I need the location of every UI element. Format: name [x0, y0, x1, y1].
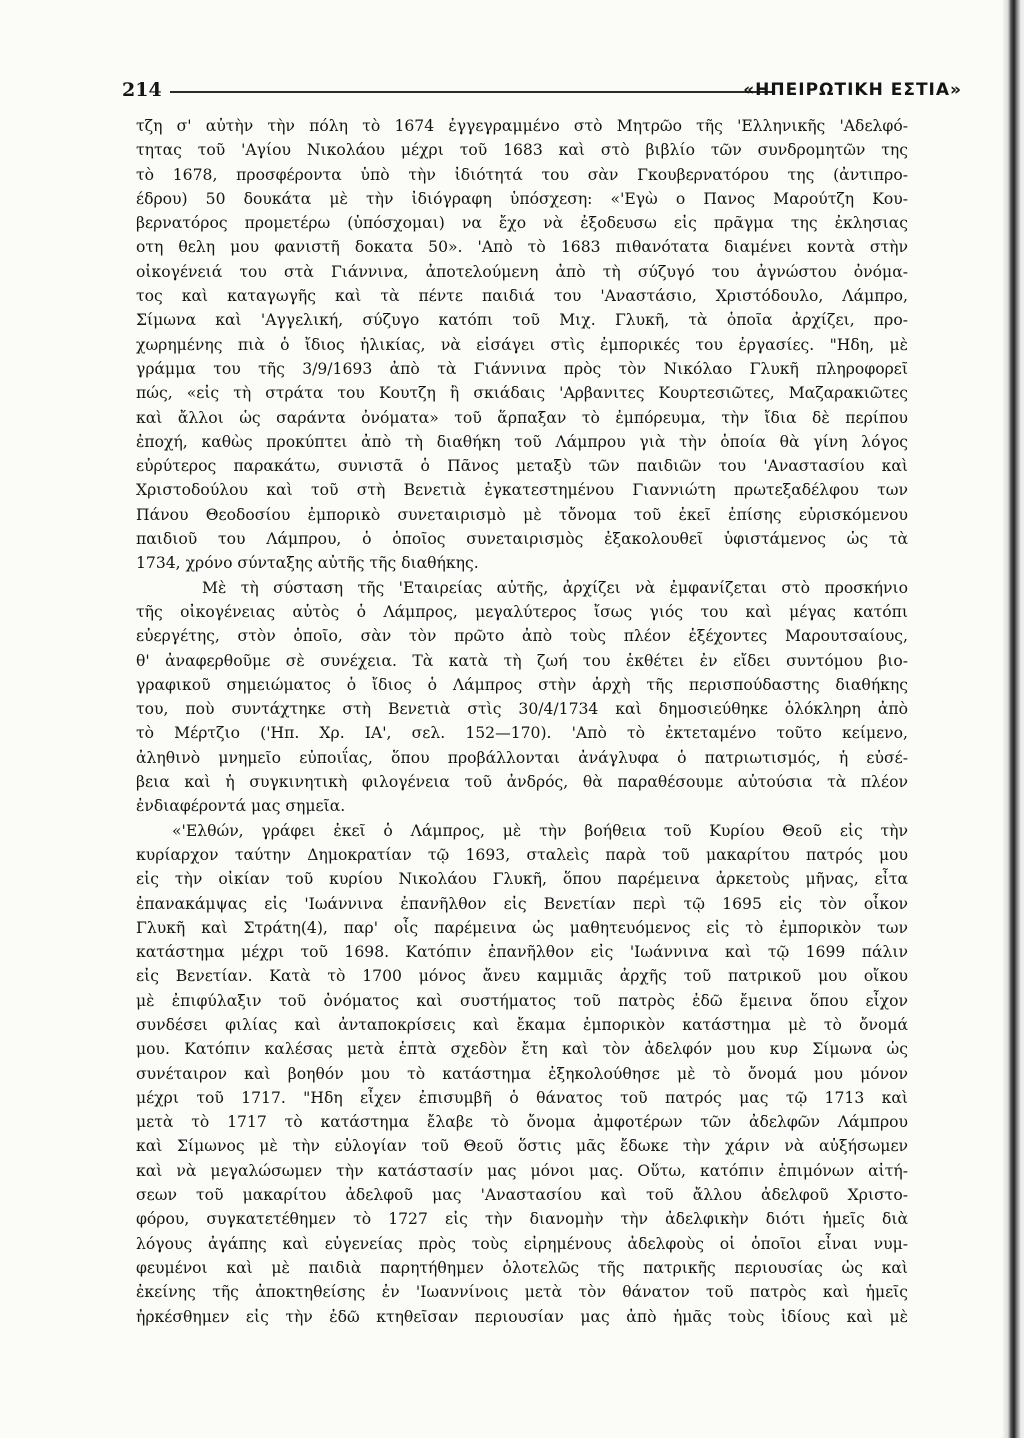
- text-line: γραφικοῦ σημειώματος ὁ ἴδιος ὁ Λάμπρος στὴν ἀρχὴ τῆς περισπούδαστης διαθήκης: [136, 675, 908, 694]
- text-body: [136, 114, 908, 1329]
- text-line: ἠρκέσθημεν εἰς τὴν ἐδῶ κτηθεῖσαν περιουσίαν μας ἀπὸ ἡμᾶς τοὺς ἰδίους καὶ μὲ: [136, 1307, 908, 1326]
- text-line: καὶ Σίμωνος μὲ τὴν εὐλογίαν τοῦ Θεοῦ ὅστις μᾶς ἔδωκε τὴν χάριν νὰ αὐξήσωμεν: [136, 1137, 908, 1156]
- text-line: Πάνου Θεοδοσίου ἐμπορικὸ συνεταιρισμὸ μὲ τὄνομα τοῦ ἐκεῖ ἐπίσης εὑρισκόμενου: [136, 505, 908, 524]
- text-line: Σίμωνα καὶ 'Αγγελική, σύζυγο κατόπι τοῦ Μιχ. Γλυκῆ, τὰ ὁποῖα ἀρχίζει, προ-: [136, 311, 908, 330]
- text-line: τῆς οἰκογένειας αὐτὸς ὁ Λάμπρος, μεγαλύτερος ἴσως γιός του καὶ μέγας κατόπι: [136, 602, 908, 621]
- text-line: βεια καὶ ἡ συγκινητικὴ φιλογένεια τοῦ ἀνδρός, θὰ παραθέσουμε αὐτούσια τὰ πλέον: [136, 773, 908, 792]
- text-line: βερνατόρος προμετέρω (ὑπόσχομαι) να ἔχο νὰ ἐξοδευσω εἰς πρᾶγμα της ἐκλησιας: [136, 214, 908, 233]
- text-line: έδρου) 50 δουκάτα μὲ τὴν ἰδιόγραφη ὑπόσχεση: «'Εγὼ ο Πανος Μαρούτζη Κου-: [136, 189, 908, 208]
- text-line: γράμμα του τῆς 3/9/1693 ἀπὸ τὰ Γιάννινα πρὸς τὸν Νικόλαο Γλυκῆ πληροφορεῖ: [136, 359, 908, 378]
- text-line: σεων τοῦ μακαρίτου ἀδελφοῦ μας 'Αναστασίου καὶ τοῦ ἄλλου ἀδελφοῦ Χριστο-: [136, 1186, 908, 1205]
- text-line: τητας τοῦ 'Αγίου Νικολάου μέχρι τοῦ 1683 καὶ στὸ βιβλίο τῶν συνδρομητῶν της: [136, 141, 908, 160]
- text-line: Χριστοδούλου καὶ τοῦ στὴ Βενετιὰ ἐγκατεστημένου Γιαννιώτη πρωτεξαδέλφου των: [136, 481, 908, 500]
- text-line: τος καὶ καταγωγῆς καὶ τὰ πέντε παιδιά του 'Αναστάσιο, Χριστόδουλο, Λάμπρο,: [136, 287, 908, 306]
- text-line: κυρίαρχον ταύτην Δημοκρατίαν τῷ 1693, σταλεὶς παρὰ τοῦ μακαρίτου πατρός μου: [136, 845, 908, 864]
- page-number: 214: [122, 79, 162, 101]
- text-line: 1734, χρόνο σύνταξης αὐτῆς τῆς διαθήκης.: [136, 554, 479, 573]
- text-line: τὸ 1678, προσφέροντα ὑπὸ τὴν ἰδιότητά του σὰν Γκουβερνατόρου της (ἀντιπρο-: [136, 165, 908, 184]
- journal-title: «ΗΠΕΙΡΩΤΙΚΗ ΕΣΤΙΑ»: [743, 80, 962, 100]
- text-line: ἀληθινὸ μνημεῖο εὐποιΐας, ὅπου προβάλλονται ἀνάγλυφα ὁ πατριωτισμός, ἡ εὐσέ-: [136, 748, 908, 767]
- text-line: πώς, «εἰς τὴ στράτα του Κουτζη ἢ σκιάδαις 'Αρβανιτες Κουρτεσιῶτες, Μαζαρακιῶτες: [136, 384, 908, 403]
- text-line: εὐεργέτης, στὸν ὁποῖο, σὰν τὸν πρῶτο ἀπὸ τοὺς πλέον ἐξέχοντες Μαρουτσαίους,: [136, 627, 908, 646]
- text-line: εἰς Βενετίαν. Κατὰ τὸ 1700 μόνος ἄνευ καμμιᾶς ἀρχῆς τοῦ πατρικοῦ μου οἴκου: [136, 967, 908, 986]
- text-line: μου. Κατόπιν καλέσας μετὰ ἑπτὰ σχεδὸν ἔτη καὶ τὸν ἀδελφόν μου κυρ Σίμωνα ὡς: [136, 1040, 908, 1059]
- text-line: φόρου, συγκατετέθημεν τὸ 1727 εἰς τὴν διανομὴν τὴν ἀδελφικὴν διότι ἡμεῖς διὰ: [136, 1210, 908, 1229]
- text-line: καὶ ἄλλοι ὡς σαράντα ὀνόματα» τοῦ ἅρπαξαν τὸ ἐμπόρευμα, τὴν ἴδια δὲ περίπου: [136, 408, 908, 427]
- text-line: θ' ἀναφερθοῦμε σὲ συνέχεια. Τὰ κατὰ τὴ ζωή του ἐκθέτει ἐν εἴδει συντόμου βιο-: [136, 651, 908, 670]
- paragraph-start-line: «'Ελθών, γράφει ἐκεῖ ὁ Λάμπρος, μὲ τὴν βοήθεια τοῦ Κυρίου Θεοῦ εἰς τὴν: [172, 821, 908, 840]
- text-line: καὶ νὰ μεγαλώσωμεν τὴν κατάστασίν μας μόνοι μας. Οὕτω, κατόπιν ἐπιμόνων αἰτή-: [136, 1161, 908, 1180]
- text-line: οἰκογένειά του στὰ Γιάννινα, ἀποτελούμενη ἀπὸ τὴ σύζυγό του ἀγνώστου ὀνόμα-: [136, 262, 908, 281]
- text-line: κατάστημα μέχρι τοῦ 1698. Κατόπιν ἐπανῆλθον εἰς 'Ιωάννινα καὶ τῷ 1699 πάλιν: [136, 943, 908, 962]
- text-line: τὸ Μέρτζιο ('Ηπ. Χρ. ΙΑ', σελ. 152—170). 'Απὸ τὸ ἐκτεταμένο τοῦτο κείμενο,: [136, 724, 908, 743]
- text-line: ἐπανακάμψας εἰς 'Ιωάννινα ἐπανῆλθον εἰς Βενετίαν περὶ τῷ 1695 εἰς τὸν οἶκον: [136, 894, 908, 913]
- text-line: μέχρι τοῦ 1717. "Ηδη εἶχεν ἐπισυμβῆ ὁ θάνατος τοῦ πατρός μας τῷ 1713 καὶ: [136, 1088, 908, 1107]
- text-line: ἐποχή, καθὼς προκύπτει ἀπὸ τὴ διαθήκη τοῦ Λάμπρου γιὰ τὴν ὁποία θὰ γίνη λόγος: [136, 432, 908, 451]
- text-line: χωρημένης πιὰ ὁ ἴδιος ἡλικίας, νὰ εἰσάγει στὶς ἐμπορικές του ἐργασίες. "Ηδη, μὲ: [136, 335, 908, 354]
- text-line: Γλυκῆ καὶ Στράτη(4), παρ' οἷς παρέμεινα ὡς μαθητευόμενος εἰς τὸ ἐμπορικὸν των: [136, 918, 908, 937]
- text-line: οτη θελη μου φανιστῆ δοκατα 50». 'Απὸ τὸ 1683 πιθανότατα διαμένει κοντὰ στὴν: [136, 238, 908, 257]
- header-rule: [170, 91, 774, 93]
- text-line: μετὰ τὸ 1717 τὸ κατάστημα ἔλαβε τὸ ὄνομα ἀμφοτέρων τῶν ἀδελφῶν Λάμπρου: [136, 1113, 908, 1132]
- text-line: παιδιοῦ του Λάμπρου, ὁ ὁποῖος συνεταιρισμὸς ἐξακολουθεῖ ὑφιστάμενος ὡς τὰ: [136, 530, 908, 549]
- text-line: μὲ ἐπιφύλαξιν τοῦ ὀνόματος καὶ συστήματος τοῦ πατρὸς ἐδῶ ἔμεινα ὅπου εἶχον: [136, 991, 908, 1010]
- paragraph-start-line: Μὲ τὴ σύσταση τῆς 'Εταιρείας αὐτῆς, ἀρχίζει νὰ ἐμφανίζεται στὸ προσκήνιο: [202, 578, 908, 597]
- text-line: ἐκείνης τῆς ἀποκτηθείσης ἐν 'Ιωαννίνοις μετὰ τὸν θάνατον τοῦ πατρὸς καὶ ἡμεῖς: [136, 1283, 908, 1302]
- text-line: εἰς τὴν οἰκίαν τοῦ κυρίου Νικολάου Γλυκῆ, ὅπου παρέμεινα ἀρκετοὺς μῆνας, εἶτα: [136, 870, 908, 889]
- page-binding-edge: [1002, 0, 1024, 1438]
- text-line: του, ποὺ συντάχτηκε στὴ Βενετιὰ στὶς 30/4/1734 καὶ δημοσιεύθηκε ὁλόκληρη ἀπὸ: [136, 700, 908, 719]
- text-line: εὐρύτερος παρακάτω, συνιστᾶ ὁ Πᾶνος μεταξὺ τῶν παιδιῶν του 'Αναστασίου καὶ: [136, 457, 908, 476]
- text-line: συνέταιρον καὶ βοηθόν μου τὸ κατάστημα ἐξηκολούθησε μὲ τὸ ὄνομά μου μόνον: [136, 1064, 908, 1083]
- text-line: ἐνδιαφέροντά μας σημεῖα.: [136, 797, 346, 816]
- text-line: φευμένοι καὶ μὲ παιδιὰ παρητήθημεν ὁλοτελῶς τῆς πατρικῆς περιουσίας ὡς καὶ: [136, 1258, 908, 1277]
- text-line: τζη σ' αὐτὴν τὴν πόλη τὸ 1674 ἐγγεγραμμένο στὸ Μητρῶο τῆς 'Ελληνικῆς 'Αδελφό-: [136, 117, 908, 135]
- page-header: [122, 76, 962, 104]
- text-line: λόγους ἀγάπης καὶ εὐγενείας πρὸς τοὺς εἰρημένους ἀδελφοὺς οἱ ὁποῖοι εἶναι νυμ-: [136, 1234, 908, 1253]
- text-line: συνδέσει φιλίας καὶ ἀνταποκρίσεις καὶ ἔκαμα ἐμπορικὸν κατάστημα μὲ τὸ ὄνομά: [136, 1015, 908, 1034]
